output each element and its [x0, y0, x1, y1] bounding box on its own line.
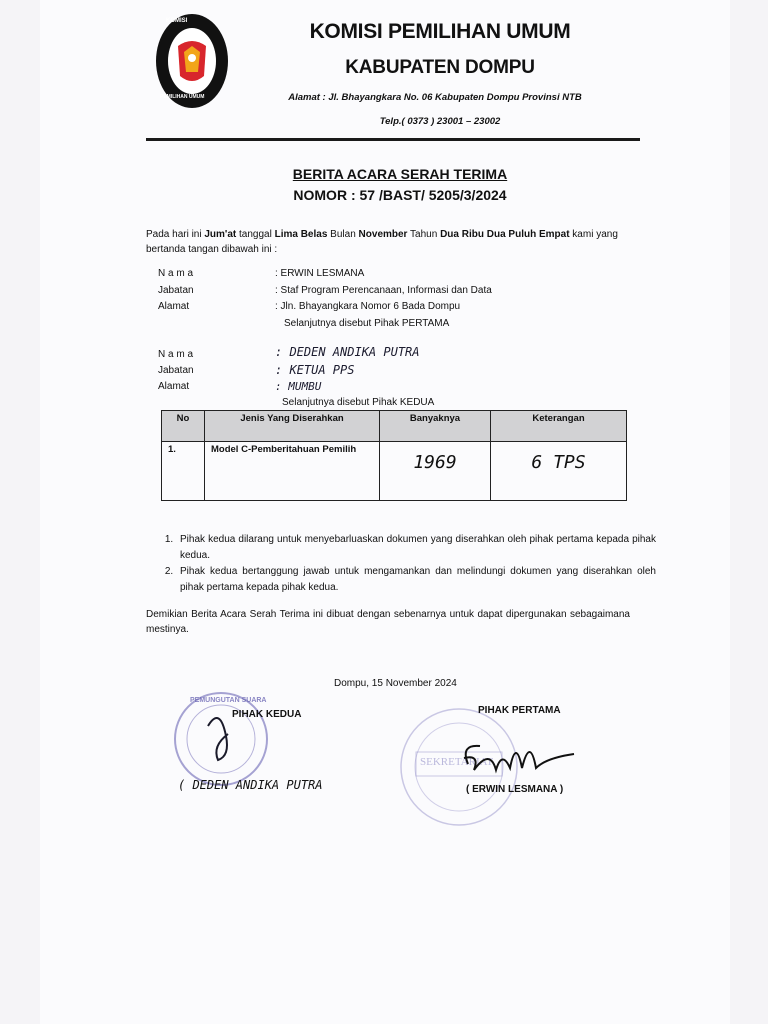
- cell-item: Model C-Pemberitahuan Pemilih: [205, 442, 380, 501]
- col-qty: Banyaknya: [380, 411, 491, 442]
- document-page: [40, 0, 730, 1024]
- intro-paragraph: Pada hari ini Jum'at tanggal Lima Belas Bulan November Tahun Dua Ribu Dua Puluh Empat kami yang bertanda tangan dibawah ini :: [146, 229, 618, 255]
- org-address: Alamat : Jl. Bhayangkara No. 06 Kabupaten Dompu Provinsi NTB: [288, 92, 582, 103]
- party2-position-label: Jabatan: [158, 365, 194, 376]
- handover-table: [161, 410, 627, 501]
- notes-list: [150, 532, 656, 596]
- party1-designation: Selanjutnya disebut Pihak PERTAMA: [284, 318, 450, 329]
- place-date: Dompu, 15 November 2024: [334, 678, 457, 689]
- sig-right-label: PIHAK PERTAMA: [478, 705, 561, 716]
- closing-paragraph: Demikian Berita Acara Serah Terima ini dibuat dengan sebenarnya untuk dapat dipergunakan sebagaimana mestinya.: [146, 609, 630, 635]
- org-region: KABUPATEN DOMPU: [345, 57, 535, 78]
- logo-bottom-text: PEMILIHAN UMUM: [160, 94, 205, 100]
- party1-address-label: Alamat: [158, 301, 190, 312]
- party2-address-label: Alamat: [158, 381, 190, 392]
- party2-address: : MUMBU: [275, 380, 322, 393]
- doc-number: NOMOR : 57 /BAST/ 5205/3/2024: [293, 187, 507, 203]
- doc-title: BERITA ACARA SERAH TERIMA: [292, 166, 508, 182]
- party1-position-label: Jabatan: [158, 285, 194, 296]
- org-name: KOMISI PEMILIHAN UMUM: [309, 20, 571, 43]
- col-note: Keterangan: [491, 411, 627, 442]
- party1-position: : Staf Program Perencanaan, Informasi dan Data: [275, 285, 492, 296]
- note-item: 1. Pihak kedua dilarang untuk menyebarluaskan dokumen yang diserahkan oleh pihak pertama kepada pihak kedua.: [176, 532, 656, 564]
- cell-qty: 1969: [380, 442, 491, 501]
- cell-no: 1.: [162, 442, 205, 501]
- col-item: Jenis Yang Diserahkan: [205, 411, 380, 442]
- note-item: 2. Pihak kedua bertanggung jawab untuk mengamankan dan melindungi dokumen yang diserahkan oleh pihak pertama kepada pihak kedua.: [176, 564, 656, 596]
- col-no: No: [162, 411, 205, 442]
- org-phone: Telp.( 0373 ) 23001 – 23002: [379, 116, 501, 127]
- right-signature: [450, 728, 580, 786]
- party2-position: : KETUA PPS: [275, 363, 355, 377]
- table-row: [162, 442, 627, 501]
- right-stamp-text: SEKRETARIAT: [420, 756, 494, 768]
- sig-left-name: ( DEDEN ANDIKA PUTRA: [178, 778, 323, 792]
- logo-top-text: KOMISI: [166, 18, 188, 24]
- party2-name-label: N a m a: [158, 349, 194, 360]
- party2-name: : DEDEN ANDIKA PUTRA: [275, 345, 420, 359]
- sig-right-name: ( ERWIN LESMANA ): [466, 784, 564, 795]
- party1-address: : Jln. Bhayangkara Nomor 6 Bada Dompu: [275, 301, 461, 312]
- sig-left-label: PIHAK KEDUA: [232, 709, 302, 720]
- party2-designation: Selanjutnya disebut Pihak KEDUA: [282, 397, 435, 408]
- cell-note: 6 TPS: [491, 442, 627, 501]
- party1-name-label: N a m a: [158, 268, 194, 279]
- header-divider: [146, 138, 640, 141]
- party1-name: : ERWIN LESMANA: [275, 268, 365, 279]
- table-header-row: [162, 411, 627, 442]
- left-stamp-text: PEMUNGUTAN SUARA: [190, 697, 267, 704]
